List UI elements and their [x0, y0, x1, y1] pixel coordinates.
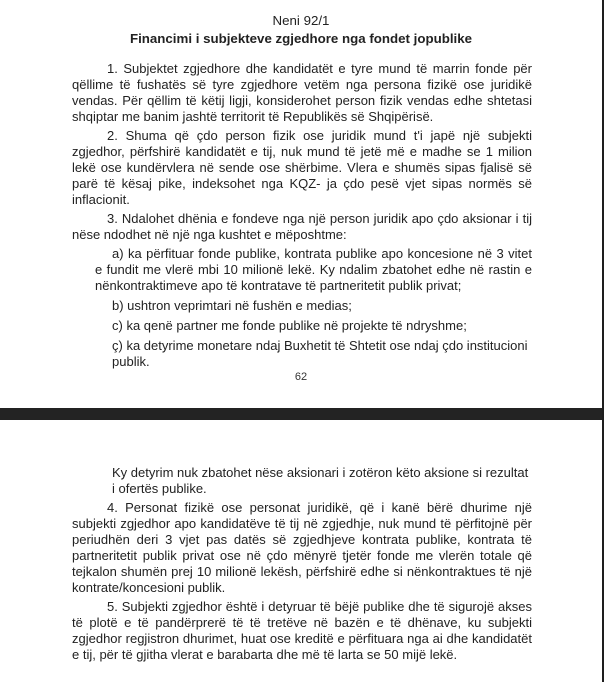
list-item-a: a) ka përfituar fonde publike, kontrata publike apo koncesione në 3 vitet e fundit me vlerë mbi 10 milionë lekë. Ky ndalim zbatohet edhe në rastin e nënkontraktimeve apo të kontratave të partneritetit publik privat; [95, 246, 532, 293]
page-number: 62 [294, 371, 308, 383]
paragraph-1: 1. Subjektet zgjedhore dhe kandidatët e tyre mund të marrin fonde për qëllime të fushatës së tyre zgjedhore vetëm nga persona fizikë ose juridikë vendas. Për qëllim të këtij ligji, konsiderohet person fizik vendas edhe shtetasi shqiptar me banim jashtë territorit të Republikës së Shqipërisë. [72, 61, 532, 124]
article-subheading: Financimi i subjekteve zgjedhore nga fondet jopublike [129, 31, 473, 46]
paragraph-2: 2. Shuma që çdo person fizik ose juridik mund t'i japë një subjekti zgjedhor, përfshirë kandidatët e tij, nuk mund të jetë më e madhe se 1 milion lekë ose kundërvlera në sende ose shërbime. Vlera e shumës sipas fjalisë së parë të kësaj pike, indeksohet nga KQZ- ja çdo pesë vjet sipas normës së inflacionit. [72, 128, 532, 207]
list-item-c-cedilla: ç) ka detyrime monetare ndaj Buxhetit të Shtetit ose ndaj çdo institucioni publik. [112, 338, 528, 369]
article-heading: Neni 92/1 [272, 13, 330, 28]
list-item-b: b) ushtron veprimtari në fushën e medias; [112, 298, 352, 313]
paragraph-5: 5. Subjekti zgjedhor është i detyruar të bëjë publike dhe të sigurojë akses të plotë e të pandërprerë të të tretëve në bazën e të dhënave, ku subjekti zgjedhor regjistron dhurimet, huat ose kreditë e përfituara nga ai dhe kandidatët e tij, për të gjitha vlerat e barabarta dhe më të larta se 50 mijë lekë. [72, 599, 532, 662]
article-body-continued [72, 465, 532, 666]
continuation-paragraph: Ky detyrim nuk zbatohet nëse aksionari i zotëron këto aksione si rezultat i ofertës publike. [112, 465, 529, 496]
page-separator [0, 408, 602, 420]
document-page-63 [0, 420, 602, 682]
list-item-c: c) ka qenë partner me fonde publike në projekte të ndryshme; [112, 318, 467, 333]
paragraph-4: 4. Personat fizikë ose personat juridikë, që i kanë bërë dhurime një subjekti zgjedhor apo kandidatëve të tij në zgjedhje, nuk mund të përfitojnë për periudhën deri 3 vjet pas datës së zgjedhjeve kontrata publike, kontrata të partneritetit publik privat ose në çdo mënyrë tjetër fonde me vlerën totale që tejkalon shumën prej 10 milionë lekësh, përfshirë edhe si nënkontraktues të një kontrate/koncesioni publik. [72, 500, 532, 595]
paragraph-3: 3. Ndalohet dhënia e fondeve nga një person juridik apo çdo aksionar i tij nëse ndodhet në një nga kushtet e mëposhtme: [72, 211, 532, 242]
article-body [72, 61, 532, 374]
